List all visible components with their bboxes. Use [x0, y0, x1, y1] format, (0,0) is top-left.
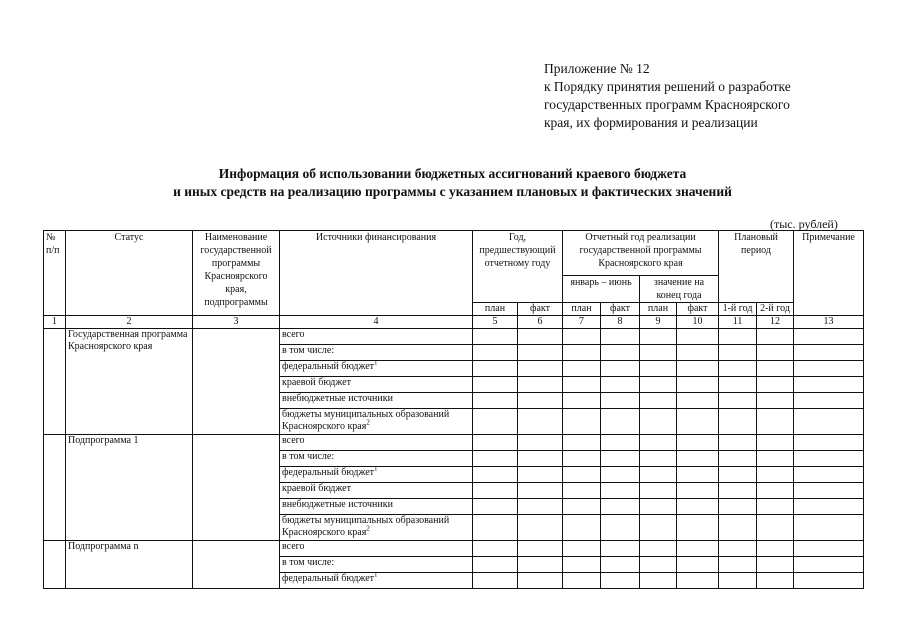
- value-cell: [719, 499, 757, 515]
- value-cell: [601, 541, 640, 557]
- title-line-1: Информация об использовании бюджетных ассигнований краевого бюджета: [218, 166, 687, 181]
- value-cell: [757, 329, 794, 345]
- value-cell: [601, 393, 640, 409]
- col-number: 9: [640, 316, 677, 329]
- source-cell: [280, 409, 473, 435]
- col-number: 13: [794, 316, 864, 329]
- col-number: 1: [44, 316, 66, 329]
- source-cell: [280, 345, 473, 361]
- source-cell: [280, 541, 473, 557]
- program-name-cell: [193, 435, 280, 541]
- value-cell: [677, 557, 719, 573]
- value-cell: [601, 573, 640, 589]
- value-cell: [757, 467, 794, 483]
- value-cell: [518, 557, 563, 573]
- value-cell: [794, 557, 864, 573]
- value-cell: [640, 499, 677, 515]
- header-planned-period: Плановый период: [719, 231, 794, 303]
- value-cell: [794, 499, 864, 515]
- source-cell: [280, 557, 473, 573]
- value-cell: [677, 467, 719, 483]
- value-cell: [473, 541, 518, 557]
- header-sources: Источники финансирования: [280, 231, 473, 316]
- value-cell: [518, 345, 563, 361]
- header-plan: план: [563, 303, 601, 316]
- value-cell: [677, 361, 719, 377]
- value-cell: [601, 409, 640, 435]
- budget-table: [43, 230, 864, 589]
- appendix-block: [544, 60, 791, 132]
- value-cell: [473, 515, 518, 541]
- header-report-year: Отчетный год реализации государственной программы Красноярского края: [563, 231, 719, 276]
- value-cell: [640, 451, 677, 467]
- value-cell: [518, 393, 563, 409]
- source-cell: [280, 467, 473, 483]
- value-cell: [677, 499, 719, 515]
- units-label: (тыс. рублей): [770, 217, 838, 231]
- header-jan-jun: январь – июнь: [563, 276, 640, 303]
- source-cell: [280, 377, 473, 393]
- value-cell: [677, 393, 719, 409]
- source-cell: [280, 329, 473, 345]
- col-number: 8: [601, 316, 640, 329]
- value-cell: [677, 409, 719, 435]
- header-status: Статус: [66, 231, 193, 316]
- value-cell: [757, 361, 794, 377]
- value-cell: [473, 557, 518, 573]
- status-cell: Государственная программа Красноярского края: [66, 329, 193, 435]
- value-cell: [473, 573, 518, 589]
- header-fact: факт: [518, 303, 563, 316]
- footnote-mark: 1: [374, 360, 378, 367]
- value-cell: [601, 499, 640, 515]
- value-cell: [794, 393, 864, 409]
- value-cell: [719, 541, 757, 557]
- value-cell: [601, 361, 640, 377]
- value-cell: [794, 467, 864, 483]
- header-fact: факт: [601, 303, 640, 316]
- source-label: бюджеты муниципальных образований Красноярского края: [282, 409, 450, 432]
- col-number: 12: [757, 316, 794, 329]
- value-cell: [601, 483, 640, 499]
- value-cell: [473, 483, 518, 499]
- header-end-year: значение на конец года: [640, 276, 719, 303]
- value-cell: [719, 393, 757, 409]
- header-plan: план: [473, 303, 518, 316]
- value-cell: [473, 377, 518, 393]
- value-cell: [563, 393, 601, 409]
- source-label: всего: [282, 435, 305, 446]
- value-cell: [601, 467, 640, 483]
- value-cell: [719, 329, 757, 345]
- footnote-mark: 2: [366, 524, 370, 533]
- source-label: бюджеты муниципальных образований Красноярского края: [282, 515, 450, 538]
- col-number: 3: [193, 316, 280, 329]
- source-label: в том числе:: [282, 345, 335, 356]
- header-plan: план: [640, 303, 677, 316]
- value-cell: [563, 467, 601, 483]
- value-cell: [640, 557, 677, 573]
- value-cell: [794, 345, 864, 361]
- value-cell: [757, 515, 794, 541]
- appendix-line: Приложение № 12: [544, 61, 650, 76]
- value-cell: [719, 573, 757, 589]
- value-cell: [794, 329, 864, 345]
- source-label: всего: [282, 329, 305, 340]
- col-number: 6: [518, 316, 563, 329]
- value-cell: [563, 573, 601, 589]
- value-cell: [794, 451, 864, 467]
- table-row: [44, 329, 864, 345]
- value-cell: [563, 361, 601, 377]
- program-name-cell: [193, 541, 280, 589]
- value-cell: [473, 435, 518, 451]
- value-cell: [601, 345, 640, 361]
- col-number: 10: [677, 316, 719, 329]
- value-cell: [601, 557, 640, 573]
- value-cell: [640, 541, 677, 557]
- value-cell: [794, 541, 864, 557]
- document-title: [0, 165, 905, 201]
- value-cell: [794, 377, 864, 393]
- value-cell: [473, 499, 518, 515]
- value-cell: [719, 345, 757, 361]
- header-prev-year: Год, предшествующий отчетному году: [473, 231, 563, 303]
- value-cell: [518, 409, 563, 435]
- source-cell: [280, 515, 473, 541]
- value-cell: [640, 329, 677, 345]
- status-cell: Подпрограмма 1: [66, 435, 193, 541]
- footnote-mark: 2: [366, 418, 370, 427]
- row-number-cell: [44, 435, 66, 541]
- value-cell: [640, 467, 677, 483]
- status-cell: Подпрограмма n: [66, 541, 193, 589]
- value-cell: [757, 409, 794, 435]
- value-cell: [601, 451, 640, 467]
- value-cell: [719, 361, 757, 377]
- value-cell: [719, 557, 757, 573]
- value-cell: [601, 515, 640, 541]
- source-label: федеральный бюджет: [282, 573, 375, 584]
- value-cell: [677, 329, 719, 345]
- source-label: краевой бюджет: [282, 377, 351, 388]
- value-cell: [757, 541, 794, 557]
- source-label: в том числе:: [282, 451, 335, 462]
- value-cell: [640, 573, 677, 589]
- appendix-line: к Порядку принятия решений о разработке: [544, 79, 791, 94]
- value-cell: [757, 345, 794, 361]
- value-cell: [719, 515, 757, 541]
- col-number: 7: [563, 316, 601, 329]
- value-cell: [518, 361, 563, 377]
- value-cell: [719, 409, 757, 435]
- value-cell: [518, 329, 563, 345]
- value-cell: [794, 515, 864, 541]
- value-cell: [677, 435, 719, 451]
- value-cell: [518, 499, 563, 515]
- source-cell: [280, 361, 473, 377]
- source-label: федеральный бюджет: [282, 361, 375, 372]
- header-year2: 2-й год: [757, 303, 794, 316]
- value-cell: [518, 467, 563, 483]
- value-cell: [640, 345, 677, 361]
- value-cell: [794, 435, 864, 451]
- value-cell: [640, 435, 677, 451]
- value-cell: [518, 377, 563, 393]
- source-label: всего: [282, 541, 305, 552]
- value-cell: [563, 329, 601, 345]
- value-cell: [677, 377, 719, 393]
- value-cell: [518, 483, 563, 499]
- source-cell: [280, 483, 473, 499]
- source-cell: [280, 499, 473, 515]
- value-cell: [518, 573, 563, 589]
- value-cell: [719, 483, 757, 499]
- value-cell: [563, 377, 601, 393]
- value-cell: [794, 409, 864, 435]
- header-year1: 1-й год: [719, 303, 757, 316]
- value-cell: [794, 573, 864, 589]
- value-cell: [719, 451, 757, 467]
- value-cell: [601, 377, 640, 393]
- value-cell: [640, 483, 677, 499]
- value-cell: [563, 435, 601, 451]
- value-cell: [473, 393, 518, 409]
- value-cell: [473, 361, 518, 377]
- value-cell: [794, 361, 864, 377]
- col-number: 4: [280, 316, 473, 329]
- value-cell: [518, 541, 563, 557]
- value-cell: [473, 409, 518, 435]
- value-cell: [640, 393, 677, 409]
- value-cell: [719, 377, 757, 393]
- value-cell: [677, 573, 719, 589]
- value-cell: [757, 377, 794, 393]
- value-cell: [518, 451, 563, 467]
- source-label: внебюджетные источники: [282, 393, 393, 404]
- program-name-cell: [193, 329, 280, 435]
- footnote-mark: 1: [374, 466, 378, 473]
- header-note: Примечание: [794, 231, 864, 316]
- value-cell: [640, 377, 677, 393]
- col-number: 2: [66, 316, 193, 329]
- value-cell: [677, 345, 719, 361]
- value-cell: [563, 557, 601, 573]
- source-label: в том числе:: [282, 557, 335, 568]
- value-cell: [518, 515, 563, 541]
- source-cell: [280, 393, 473, 409]
- col-number: 5: [473, 316, 518, 329]
- value-cell: [757, 573, 794, 589]
- header-name: Наименование государственной программы Красноярского края, подпрограммы: [193, 231, 280, 316]
- source-cell: [280, 435, 473, 451]
- value-cell: [518, 435, 563, 451]
- value-cell: [719, 435, 757, 451]
- value-cell: [640, 409, 677, 435]
- value-cell: [601, 329, 640, 345]
- value-cell: [757, 499, 794, 515]
- value-cell: [563, 409, 601, 435]
- appendix-line: края, их формирования и реализации: [544, 115, 758, 130]
- value-cell: [719, 467, 757, 483]
- appendix-line: государственных программ Красноярского: [544, 97, 790, 112]
- source-label: внебюджетные источники: [282, 499, 393, 510]
- source-label: краевой бюджет: [282, 483, 351, 494]
- value-cell: [473, 345, 518, 361]
- value-cell: [757, 557, 794, 573]
- value-cell: [563, 483, 601, 499]
- value-cell: [563, 451, 601, 467]
- footnote-mark: 1: [374, 572, 378, 579]
- value-cell: [473, 467, 518, 483]
- value-cell: [677, 541, 719, 557]
- value-cell: [677, 515, 719, 541]
- value-cell: [640, 515, 677, 541]
- value-cell: [563, 515, 601, 541]
- value-cell: [473, 451, 518, 467]
- value-cell: [757, 393, 794, 409]
- value-cell: [563, 541, 601, 557]
- title-line-2: и иных средств на реализацию программы с указанием плановых и фактических значений: [173, 184, 732, 199]
- value-cell: [563, 499, 601, 515]
- value-cell: [473, 329, 518, 345]
- row-number-cell: [44, 329, 66, 435]
- value-cell: [794, 483, 864, 499]
- value-cell: [677, 483, 719, 499]
- source-cell: [280, 573, 473, 589]
- value-cell: [757, 435, 794, 451]
- value-cell: [640, 361, 677, 377]
- table-row: [44, 435, 864, 451]
- row-number-cell: [44, 541, 66, 589]
- value-cell: [563, 345, 601, 361]
- source-label: федеральный бюджет: [282, 467, 375, 478]
- header-fact: факт: [677, 303, 719, 316]
- value-cell: [677, 451, 719, 467]
- source-cell: [280, 451, 473, 467]
- value-cell: [757, 483, 794, 499]
- value-cell: [757, 451, 794, 467]
- value-cell: [601, 435, 640, 451]
- col-number: 11: [719, 316, 757, 329]
- header-num: № п/п: [44, 231, 66, 316]
- table-row: [44, 541, 864, 557]
